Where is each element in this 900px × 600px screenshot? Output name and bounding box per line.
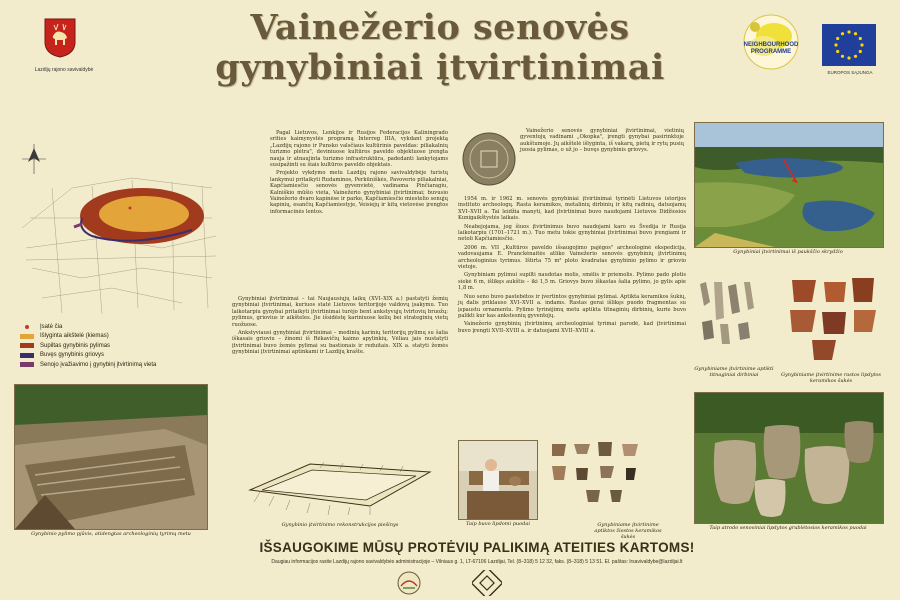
- col2-paragraph: Vainežerio gynybinių įtvirtinimų archeologiniai tyrimai parodė, kad įtvirtinimai buvo įrengti XVII–XVIII a. ir datuojami XVII–XVIII a.: [458, 321, 686, 334]
- eu-flag: [822, 24, 876, 66]
- excavation-photo: [14, 384, 208, 530]
- excavation-site-dot: [129, 207, 132, 210]
- footer-slogan: IŠSAUGOKIME MŪSŲ PROTĖVIŲ PALIKIMĄ ATEITIES KARTOMS!: [259, 540, 695, 555]
- eu-star: [847, 56, 850, 59]
- ceramic-finds-image: [546, 440, 666, 522]
- col2-paragraph: Nuo seno buvo pastebėtos ir įvertintos gynybiniai pylimai. Aptikta keramikos šukių, jų dalis priklauso XVI–XVII a. indams. Rastas gerai išlikęs puodo fragmentas su įspaustu ornamentu. Pylimo tyrinėjimų metu aptikta titnaginių dirbinių, kurie buvo palikti kur kas ankstesnių gyventojų.: [458, 293, 686, 319]
- coat-of-arms-icon: [44, 18, 76, 58]
- excavation-photo-caption: Gynybinio pylimo pjūvis, atidengtas archeologinių tyrimų metu: [31, 531, 191, 537]
- reconstruction-drawing: [240, 450, 440, 522]
- text-column-2a: [520, 128, 684, 156]
- footer-logo-left: [392, 570, 426, 596]
- eu-star: [847, 30, 850, 33]
- legend-item: [20, 360, 230, 370]
- legend-item: [20, 351, 230, 361]
- flint-tools-image: [694, 278, 768, 366]
- neighbourhood-programme-text: NEIGHBOURHOOD PROGRAMME: [743, 42, 799, 55]
- eu-star: [841, 55, 844, 58]
- eu-stars-icon: [822, 24, 876, 66]
- text-column-1b: [232, 296, 448, 358]
- col1-paragraph: Pagal Lietuvos, Lenkijos ir Rusijos Federacijos Kaliningrado srities kaimynystės programą Interreg IIIA, vykdant projektą „Lazdijų rajono ir Punsko valsčiaus kultūrinis paveldas: piliakalnių turizmo plėtra", deviniuose kultūros paveldo objektuose įrengta nauja ir atnaujinta turizmo infrastruktūra, padedanti lankytojams susipažinti su šiais kultūros paveldo objektais.: [270, 130, 448, 169]
- col1-paragraph: Gynybiniai įtvirtinimai – tai Naujausiųjų laikų (XVI–XIX a.) pastatyti žemių gynybiniai įtvirtinimai, kuriuos statė Lietuvos teritorijoje valdovų įsakymu. Tuo laikotarpiu gynybai pritaikyti įtvirtinimai turėjo bent ankstyvųjų tvirtovių bruožų: pylimus, griovius ir aikšteles. Jie išsidėstę kariniuose kelių bei strateginių vietų ruožuose.: [232, 296, 448, 328]
- legend-label: Senojo įvažiavimo į gynybinį įtvirtinimą vieta: [40, 361, 157, 368]
- reconstruction-caption: Gynybinio įtvirtinimo rekonstrukcijos piešinys: [281, 522, 399, 528]
- clay-pots-photo: [694, 392, 884, 524]
- legend-swatch: [20, 343, 34, 348]
- pottery-shards-image: [782, 276, 882, 372]
- eu-star: [841, 32, 844, 35]
- eu-star: [854, 55, 857, 58]
- reenactment-photo: [458, 440, 538, 520]
- medallion-icon: [462, 132, 516, 186]
- map-legend: [20, 322, 230, 370]
- eu-star: [859, 37, 862, 40]
- footer-contact: Daugiau informacijos rasite Lazdijų rajono savivaldybės administracijoje – Vilniaus g. 1, LT-67106 Lazdijai, Tel. (8–318) 5 12 32, faks. (8–318) 5 13 51. El. paštas: lrsavivaldybe@lazdijai.lt: [271, 559, 683, 565]
- legend-item: [20, 341, 230, 351]
- coat-of-arms-caption: Lazdijų rajono savivaldybė: [34, 67, 94, 73]
- title-line-2: gynybiniai įtvirtinimai: [215, 47, 665, 88]
- legend-label: Supiltas gynybinis pylimas: [40, 342, 111, 349]
- eu-star: [854, 32, 857, 35]
- legend-item: [20, 332, 230, 342]
- page-title: [180, 8, 700, 88]
- col2-paragraph: 2006 m. VII „Kultūros paveldo išsaugojimo pajėgos" archeologinė ekspedicija, vadovaujama E. Pranckėnaitės atliko Vainežerio senovės gynybinių įtvirtinimų archeologinius tyrimus. Ištirta 75 m² ploto kvadratas gynybinio pylimo ir griovio vietoje.: [458, 244, 686, 271]
- eu-star: [836, 37, 839, 40]
- ceramic-finds-caption: Gynybiniame įtvirtinime aptiktos žiestos keramikos šukės: [594, 522, 662, 540]
- legend-label: Išlyginta aikštelė (kiemas): [40, 333, 109, 340]
- reenactment-caption: Taip buvo lipdomi puodai: [466, 521, 530, 527]
- flint-tools-caption: Gynybiniame įtvirtinime aptikti titnaginiai dirbiniai: [694, 366, 774, 378]
- eu-star: [860, 43, 863, 46]
- text-column-2b: [458, 196, 686, 336]
- courtyard-area: [99, 196, 189, 232]
- site-plan-map: [12, 128, 220, 318]
- col1-paragraph: Projekto vykdymo metu Lazdijų rajono savivaldybėje turistų lankymui pritaikyti Rudaminos, Perkūniškės, Pavoverio piliakalniai, Kapčiamiesčio senovės gyvenvietė, vadinama Pinčiaragiu, Kalniškio mūšio vieta, Vainežerio gynybiniai įtvirtinimai; buvusio Vainežerio dvaro kapinėse ir parke, Kapčiamiesčio miestelio senųjų kapinių, esančių Kapčiamiestyje, Veisiejų ir kitų vietovėse įrengtos informacinės lentos.: [270, 170, 448, 215]
- footer-logo-right: [472, 570, 502, 596]
- aerial-photo-caption: Gynybiniai įtvirtinimai iš paukščio skrydžio: [733, 249, 843, 255]
- aerial-photo: [694, 122, 884, 248]
- col2-paragraph: Vainežerio senovės gynybiniai įtvirtinimai, vietinių gyventojų vadinami „Okopka", įrengti gynybai pasirinktoje aukštumoje. Jų aikštelė išlyginta, iš vakarų, pietų ir rytų pusių juosia pylimas, o už jo – buvęs gynybinis griovys.: [520, 128, 684, 154]
- col2-paragraph: Neabejojama, jog šiuos įtvirtinimus buvo naudojami karo su Švedija ir Rusija laikotarpiu (1701–1721 m.). Tuo metu tokie gynybiniai įtvirtinimai buvo įrengiami ir netoli Kapčiamiesčio.: [458, 223, 686, 243]
- legend-item: [20, 322, 230, 332]
- eu-star: [836, 50, 839, 53]
- legend-swatch: [20, 362, 34, 367]
- col1-paragraph: Ankstyviausi gynybiniai įtvirtinimai – medinių karinių teritorijų pylimų su šalia iškasais grioviu – žinomi iš Rėkavičių kaimo apylinkių. Vėliau jais nustatyti įtvirtinimai buvo žemės pylimai su bastionais ir reduitais. XIX a. statyti žemės gynybiniai įtvirtinimai aptinkami ir Lazdijų krašte.: [232, 330, 448, 356]
- clay-pots-caption: Taip atrodo senoviniai lipdytos grublėtosios keramikos puodai: [709, 525, 867, 531]
- eu-star: [834, 43, 837, 46]
- eu-caption: EUROPOS SĄJUNGA: [827, 70, 873, 75]
- legend-swatch: [20, 334, 34, 339]
- legend-swatch: [20, 353, 34, 358]
- legend-label: Įsatė čia: [40, 323, 63, 330]
- legend-swatch: [25, 325, 29, 329]
- col2-paragraph: Gynybiniam pylimui supilti naudotas molis, smėlis ir priemolis. Pylimo pado plotis siekė 6 m, išlikęs aukštis – iki 1,5 m. Griovys buvo iškastas šalia pylimo, jo gylis apie 1,8 m.: [458, 272, 686, 292]
- pottery-shards-caption: Gynybiniame įtvirtinime rastos lipdytos keramikos šukės: [780, 372, 881, 384]
- legend-label: Buvęs gynybinis griovys: [40, 352, 105, 359]
- title-line-1: Vainežerio senovės: [250, 7, 630, 48]
- text-column-1a: [270, 130, 448, 217]
- eu-star: [859, 50, 862, 53]
- col2-paragraph: 1954 m. ir 1962 m. senovės gynybiniai įtvirtinimai tyrinėti Lietuvos istorijos instituto archeologų. Rasta keramikos, metalinių dirbinių ir kitų radinių, datuojamų XVI–XVII a. Tai leidžia manyti, kad įtvirtinimai buvo naudojami Lietuvos Didžiosios Kunigaikštystės laikais.: [458, 196, 686, 222]
- north-arrow-icon: [22, 144, 46, 174]
